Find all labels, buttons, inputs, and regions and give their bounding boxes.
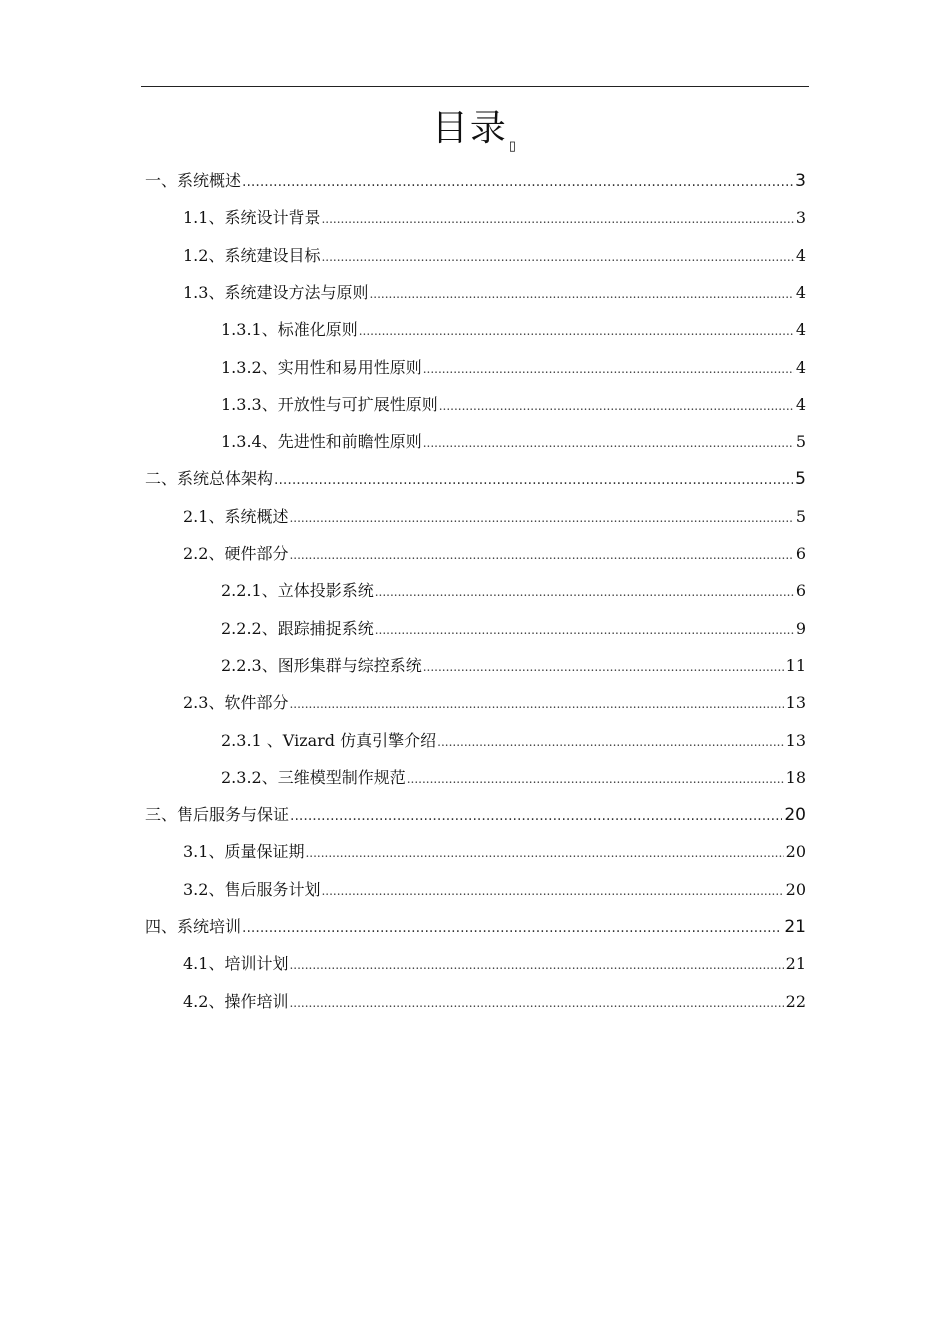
- toc-leader-dots: [305, 846, 783, 860]
- toc-page-number: 20: [784, 805, 806, 825]
- toc-leader-dots: [290, 808, 782, 824]
- toc-leader-dots: [289, 996, 783, 1010]
- toc-entry[interactable]: [183, 504, 806, 534]
- toc-leader-dots: [321, 884, 783, 898]
- toc-page-number: 20: [785, 842, 806, 861]
- toc-entry[interactable]: [183, 541, 806, 571]
- toc-entry[interactable]: [145, 802, 806, 832]
- toc-entry[interactable]: [221, 317, 806, 347]
- toc-page-number: 22: [785, 992, 806, 1011]
- toc-page-number: 4: [795, 395, 806, 414]
- toc-entry-label: 2.1、系统概述: [183, 507, 289, 526]
- toc-leader-dots: [439, 399, 794, 413]
- toc-entry[interactable]: [183, 280, 806, 310]
- toc-page-number: 5: [795, 432, 806, 451]
- toc-entry-label: 1.3.3、开放性与可扩展性原则: [221, 395, 438, 414]
- toc-page-number: 3: [795, 208, 806, 227]
- toc-leader-dots: [359, 324, 794, 338]
- toc-entry[interactable]: [221, 653, 806, 683]
- toc-entry[interactable]: [145, 168, 806, 198]
- title-text: 目录: [431, 108, 508, 149]
- toc-entry-label: 2.2.3、图形集群与综控系统: [221, 656, 422, 675]
- toc-leader-dots: [242, 920, 782, 936]
- toc-page-number: 6: [795, 544, 806, 563]
- toc-page-number: 21: [785, 954, 806, 973]
- toc-entry[interactable]: [221, 765, 806, 795]
- toc-page-number: 18: [785, 768, 806, 787]
- toc-entry-label: 1.3.2、实用性和易用性原则: [221, 358, 422, 377]
- toc-page-number: 4: [795, 358, 806, 377]
- toc-leader-dots: [437, 735, 784, 749]
- toc-leader-dots: [423, 660, 784, 674]
- toc-page-number: 4: [795, 283, 806, 302]
- toc-entry[interactable]: [221, 616, 806, 646]
- toc-entry-label: 一、系统概述: [145, 171, 242, 190]
- toc-page-number: 20: [785, 880, 806, 899]
- toc-entry-label: 3.1、质量保证期: [183, 842, 305, 861]
- toc-page-number: 11: [785, 656, 806, 675]
- title-mark: ▯: [508, 139, 519, 154]
- toc-leader-dots: [289, 958, 783, 972]
- toc-page-number: 6: [795, 581, 806, 600]
- toc-leader-dots: [423, 362, 794, 376]
- toc-entry[interactable]: [183, 989, 806, 1019]
- toc-leader-dots: [369, 287, 793, 301]
- toc-entry-label: 三、售后服务与保证: [145, 805, 290, 824]
- toc-leader-dots: [289, 697, 783, 711]
- toc-entry[interactable]: [183, 839, 806, 869]
- toc-page-number: 5: [795, 469, 806, 489]
- toc-leader-dots: [375, 585, 794, 599]
- toc-entry[interactable]: [183, 690, 806, 720]
- toc-page-number: 4: [795, 246, 806, 265]
- toc-entry-label: 1.3.1、标准化原则: [221, 320, 358, 339]
- toc-entry[interactable]: [221, 728, 806, 758]
- toc-page-number: 3: [795, 171, 806, 191]
- toc-page-number: 9: [795, 619, 806, 638]
- toc-entry-label: 4.1、培训计划: [183, 954, 289, 973]
- toc-leader-dots: [321, 250, 793, 264]
- toc-page-number: 4: [795, 320, 806, 339]
- toc-leader-dots: [242, 174, 793, 190]
- toc-entry-label: 1.1、系统设计背景: [183, 208, 321, 227]
- toc-entry[interactable]: [183, 951, 806, 981]
- toc-leader-dots: [423, 436, 794, 450]
- toc-entry[interactable]: [183, 243, 806, 273]
- toc-leader-dots: [321, 212, 793, 226]
- toc-entry-label: 3.2、售后服务计划: [183, 880, 321, 899]
- toc-entry-label: 1.2、系统建设目标: [183, 246, 321, 265]
- toc-page-number: 5: [795, 507, 806, 526]
- toc-entry[interactable]: [183, 205, 806, 235]
- toc-entry[interactable]: [221, 429, 806, 459]
- toc-entry-label: 2.2.1、立体投影系统: [221, 581, 374, 600]
- toc-page-number: 13: [785, 693, 806, 712]
- toc-entry-label: 2.3.2、三维模型制作规范: [221, 768, 406, 787]
- toc-entry-label: 1.3.4、先进性和前瞻性原则: [221, 432, 422, 451]
- toc-entry-label: 2.2、硬件部分: [183, 544, 289, 563]
- toc-leader-dots: [289, 511, 793, 525]
- toc-entry-label: 4.2、操作培训: [183, 992, 289, 1011]
- toc-entry-label: 2.3、软件部分: [183, 693, 289, 712]
- toc-leader-dots: [289, 548, 793, 562]
- page-title: [0, 100, 950, 154]
- toc-entry[interactable]: [183, 877, 806, 907]
- toc-entry-label: 四、系统培训: [145, 917, 242, 936]
- toc-entry[interactable]: [221, 578, 806, 608]
- toc-entry[interactable]: [145, 466, 806, 496]
- toc-entry[interactable]: [221, 355, 806, 385]
- toc-leader-dots: [274, 472, 793, 488]
- toc-entry-label: 二、系统总体架构: [145, 469, 274, 488]
- header-rule: [141, 86, 809, 87]
- toc-leader-dots: [407, 772, 784, 786]
- toc-entry-label: 2.2.2、跟踪捕捉系统: [221, 619, 374, 638]
- toc-entry-label: 2.3.1 、Vizard 仿真引擎介绍: [221, 731, 437, 750]
- toc-entry-label: 1.3、系统建设方法与原则: [183, 283, 369, 302]
- toc-page-number: 21: [784, 917, 806, 937]
- toc-entry[interactable]: [145, 914, 806, 944]
- toc-page-number: 13: [785, 731, 806, 750]
- toc-leader-dots: [375, 623, 794, 637]
- toc-entry[interactable]: [221, 392, 806, 422]
